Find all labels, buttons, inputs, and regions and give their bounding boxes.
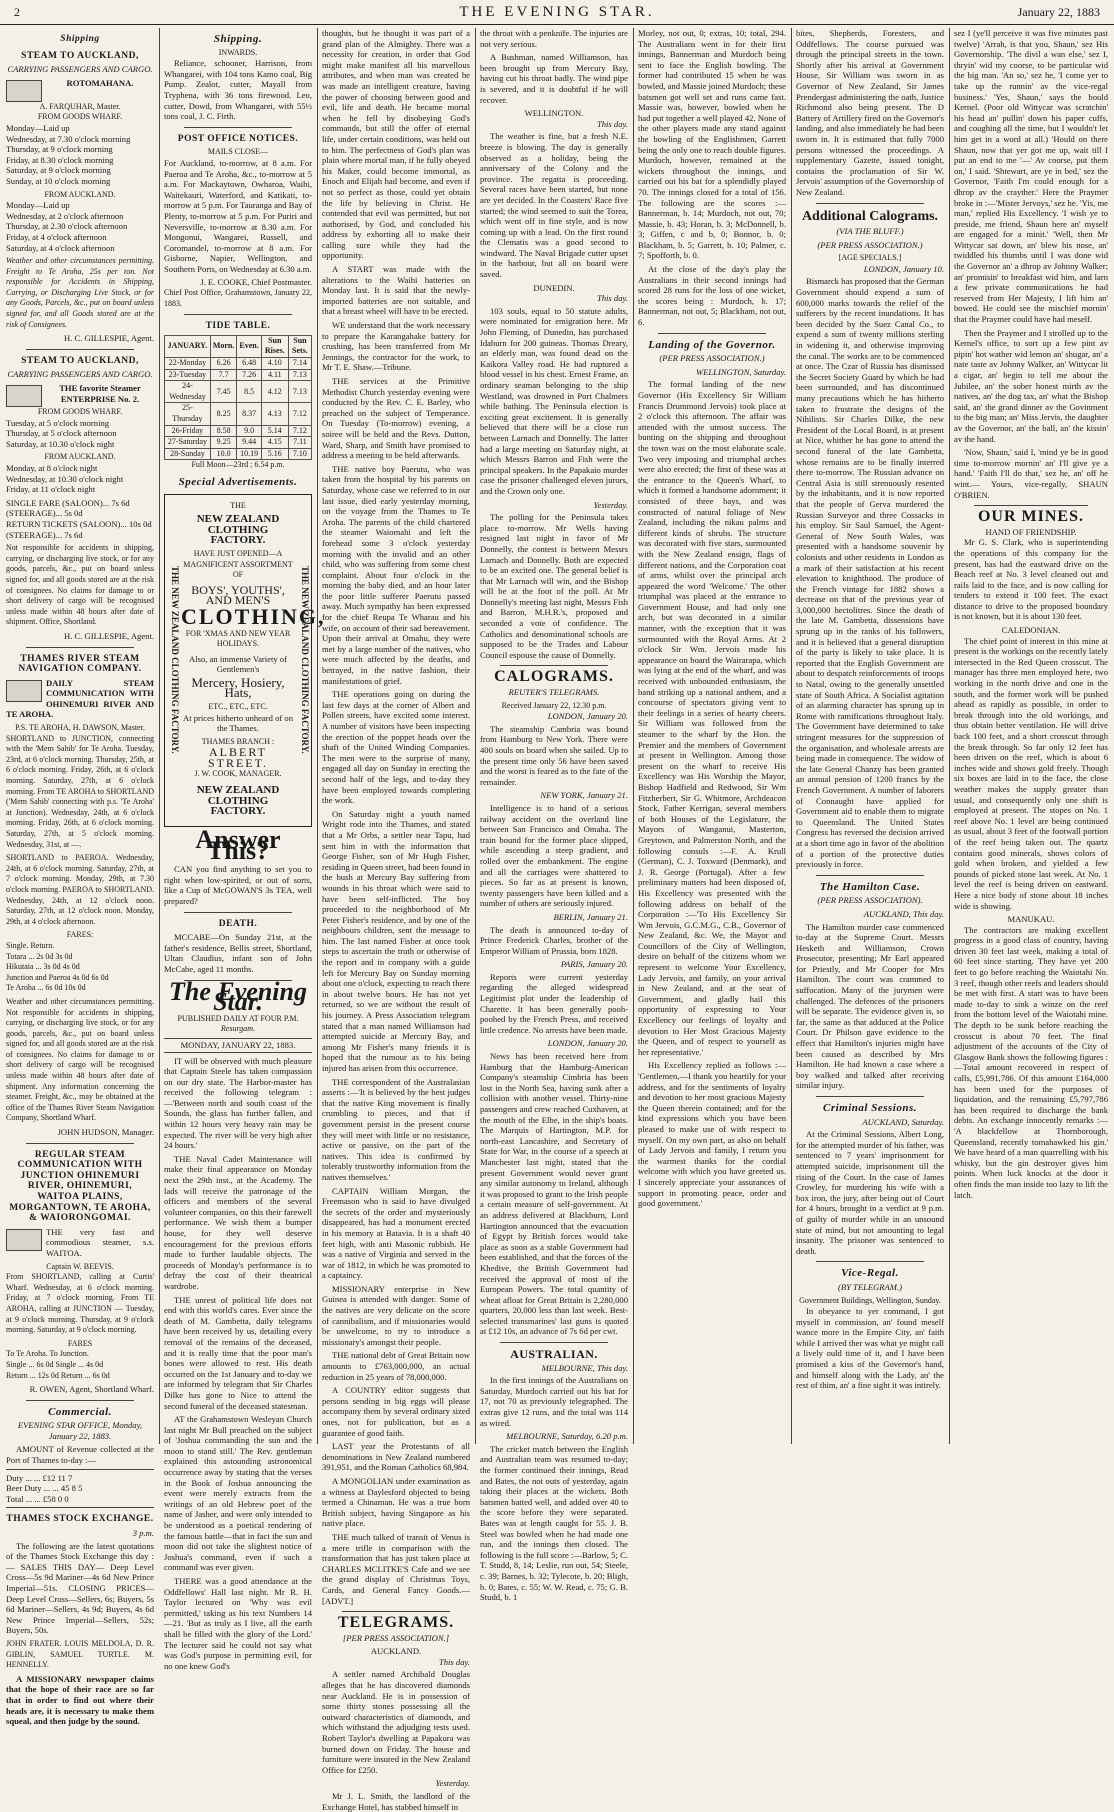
article-text: In the first innings of the Australians on Saturday, Murdoch carried out his bat for 17, not 70 as previously telegraphed. The extras give 12 runs, and the total was 114 as wired.: [480, 1375, 628, 1428]
table-cell: 27-Saturday: [165, 437, 211, 449]
ad-heading: STEAM TO AUCKLAND,: [21, 355, 139, 366]
article-text: THE operations going on during the last few days at the corner of Albert and Pollen streets, have excited some interest. A number of visitors have been inspecting the erection of the poppet heads over the shaft of the United Winding Companies. The men were to the surprise of many, engaged all day on Sunday in erecting the second half of the legs, and to-day they have been employed towards completing the work.: [322, 689, 470, 806]
table-cell: 7.12: [288, 403, 311, 425]
article-text: Reports were current yesterday regarding the alleged widespread Legitimist plot under the leadership of Charette. It has been generally pooh-poohed by the French Press, and received little credence. No arrests have been made.: [480, 971, 628, 1035]
tide-table-heading: TIDE TABLE.: [205, 321, 271, 332]
section-subheading: REUTER'S TELEGRAMS.: [508, 687, 600, 698]
section-subheading: (PER PRESS ASSOCIATION.): [659, 353, 765, 364]
table-row: [165, 437, 312, 449]
ad-title: NEW ZEALAND CLOTHING FACTORY.: [196, 784, 280, 818]
table-cell: 7.12: [288, 425, 311, 437]
dateline: LONDON, January 20.: [547, 1038, 628, 1049]
article-text: On Saturday night a youth named Wright rode into the Thames, and stated that a Mr Orbs, a settler near Tapu, had sent him in with the information that George Fisher, son of Mr Hugh Fisher, residing in Queen street, had been found in the bush at Mercury Bay suffering from wounds in his throat which were said to have been self-inflicted. The boy proceeded to the neighborhood of Mr Peter Fisher's residence, and by one of the neighbours children, sent the message to him. The last named Fisher at once took steps to ascertain the truth or otherwise of the report and in company with a guide left for Mercury Bay on Sunday morning about one o'clock, expecting to reach there in about twelve hours. He has not yet returned, so we are without the result of his journey. A Press Association telegram stated that a man named Williamson had attempted suicide at Mercury Bay, and among Mr Fisher's many friends it is hoped that the rumour as to his being injured has arisen from this occurrence.: [322, 808, 470, 1073]
subsection-heading: CALEDONIAN.: [1001, 625, 1061, 636]
table-header-cell: Even.: [237, 335, 261, 357]
section-heading: CALOGRAMS.: [494, 668, 614, 686]
section-subheading: [PER PRESS ASSOCIATION.]: [342, 1632, 450, 1643]
divider: [500, 665, 608, 666]
schedule: Tuesday, at 5 o'clock morning Thursday, at 5 o'clock afternoon Saturday, at 10.30 o'clock night: [6, 417, 117, 449]
schedule-heading: FROM GOODS WHARF.: [37, 407, 123, 417]
table-cell: 10.0: [210, 448, 237, 460]
section-heading: Special Advertisements.: [178, 475, 298, 488]
table-cell: 7.7: [210, 369, 237, 381]
article-text: sez I (ye'll perceive it was five minutes past twelve) 'Arrah, is that you, Shaun,' sez His Governorship. 'The divil a wan else,' sez I, thryin' wid my coorse, to be particular wid the big man. 'An so,' sez he, 'I come yer to take up the runnin' av the vice-regal business.' 'Yes, Shaun,' says the bould Kernel. (Poor old Wittycar was scratchin' his head an' pullin' down his paper cuffs, and coughing all the time, but I wouldn't let him get in a word at all.) 'Hould on there Shaun, now that yer got me up, wait till I put an end to me '—' Av coorse, put them on,' I said. 'Shtewart, are ye in bed,' sez the Governor, 'Faith I'm could enough for a dhrop av the crayther.' Here the Praymer broke in :—'Mister Jervoys,' sez he. 'Yis, me man,' replied His Excellency. 'I wish ye to preside, me friend, Shaun here an' myself are engaged for a minit.' 'Well, then Mr Wittycar sat down, an' blew his nose, an' twiddled his thumbs until I was done wid the Governor an' a dhrop av Johnny Walker; an' promisin' to breakfast wid him, and larn a few private communications he had reserved from Her Majesty, I lift him an' bowed. He could see the mischief mornin' that the Praymer could have had meself.: [954, 28, 1108, 325]
agent-signature: H. C. GILLESPIE, Agent.: [64, 333, 154, 344]
dateline: AUCKLAND, This day.: [863, 908, 944, 919]
article-text: A COUNTRY editor suggests that persons sending in big eggs will please accompany them by several ordinary sized ones, not for publication, but as a guarantee of good faith.: [322, 1385, 470, 1438]
column-7: [954, 28, 1108, 1444]
table-cell: 4.13: [261, 403, 288, 425]
divider: [26, 1400, 134, 1401]
article-text: MISSIONARY enterprise in New Guinea is attended with danger. Some of the natives are very delicate on the score of cannibalism, and if missionaries would be unwelcome, to try to introduce a missionary's amongst their people.: [322, 1283, 470, 1347]
article-text: Bismarck has proposed that the German Government should expend a sum of 600,000 marks towards the relief of the sufferers by the recent inundations. It has been decided by the Suez Canal Co., to expend a sum of twenty millions sterling in widening it, and otherwise improving the canal. The works are to be commenced at once. The Czar of Russia has dismissed the Secret Society Guard by which he had been surrounded, and has discontinued many precautions which he has hitherto taken to frustrate the designs of the Nihilists. Sir Charles Dilke, the new President of the Local Board, is at present at Nice, whither he has gone to attend the second funeral of the late Gambetta, whose remains are to be finally interred there to-morrow. The Russian advance on Central Asia is still strenuously resented by the inhabitants, and it is now reported that the people of Gerva murdered the Russian Surveyor and three Cossacks in his employ. Sir Saul Samuel, the Agent-General of New South Wales, was presented with a handsome souvenir by colonists and other residents in London as a mark of their satisfaction at his recent elevation to knighthood. The produce of the French vintage for 1882 shows a decrease on that of the previous year of 3,000,000 hectolitres. Since the death of the late M. Gambetta, dissensions have sprung up in the ranks of his followers, and it is believed that a general disruption of the party is likely to take place. It is reported that the English Government are about to despatch reinforcements of troops to Natal, owing to the generally unsettled state of South Africa. A Socialist agitation of an alarming character has sprung up in Rome with ramifications throughout Italy. The Government have determined to take stringent measures for the suppression of the organisation, and wholesale arrests are being made in consequence. The widow of the late General Chanzy has been granted an annual pension of 1200 francs by the French Government. A number of laborers of Connaught have applied for Government aid to enable them to migrate to Queensland. The United States Congress has reversed the decision arrived at a short time ago in favor of the abolition of a portion of the protective duties previously in force.: [796, 276, 944, 870]
ship-master: A. FARQUHAR, Master.: [39, 101, 121, 111]
section-heading: TELEGRAMS.: [337, 1614, 455, 1632]
table-cell: 8.37: [237, 403, 261, 425]
table-cell: 5.16: [261, 448, 288, 460]
motto: Resurgam.: [220, 1024, 256, 1034]
article-text: Then the Praymer and I strolled up to the Kernel's office, to sort up a few pint av pipin' hot wather wid lemon an' shugar, an' a nate taste av Johnny Walker, an' Wittycar lit a cigar, an' begin to tell me about the Jubilee, an' the sober honest mirth av the natives, an' the dog tax, an' what the Bishop said, an' the grand dinner av the Govinment to the big man; an' Miss Jervis, the daughter av the Governor, an' the ball, an' the kissin' av the hand.: [954, 327, 1108, 444]
ad-intro: HAVE JUST OPENED—A MAGNIFICENT ASSORTMENT OF: [183, 548, 293, 580]
editorial-masthead: The Evening Star.: [169, 976, 307, 1017]
table-cell: 6.26: [210, 358, 237, 370]
notice-text: Weather and other circumstances permitting. Freight to Te Aroha, 25s per ton. Not responsible for Accidents in Shipping, Carrying, or Discharging Live Stock, or for any Goods, Parcels, &c., put on board unless signed for, and all Goods stored are at the risk of Consignees.: [6, 256, 154, 329]
column-rule: [633, 28, 634, 1444]
article-text: THE correspondent of the Australasian asserts :—'It is believed by the best judges that the native King movement is finally crumbling to pieces, and that if government persist in the present course they will meet with little or no resistance, active or passive, on the part of the natives. This idea is confirmed by tolerably trustworthy information from the natives themselves.': [322, 1076, 470, 1182]
article-text: The contractors are making excellent progress in a good class of country, having driven 30 feet last week, making a total of 60 feet since starting. They have yet 200 feet to go before reaching the Waiotahi No. 3 reef, though other reefs and leaders should be met with first. A start was to have been made to-day to sink a winze on the reef from the bottom level of the Waiotahi mine. The depth to be sunk before reaching the crosscut is about 70 feet. The final adjustment of the accounts of the City of Glasgow Bank shows the following figures :—Total amount recovered in respect of calls, £5,991,786. Of this amount £164,000 has been used for the purposes of liquidation, and the remaining £5,797,786 has been required to discharge the bank debts. An exchange innocently remarks :— 'A blackfellow at Thornborough, Queensland, recently tomahawked his gin.' We have heard of a man quarrelling with his whisky, but the gin destroyer gives him points. When luck knocks at the door it often finds the man inside too lazy to lift the latch.: [954, 924, 1108, 1200]
article-text: A START was made with the alterations to the Waihi batteries on Monday last. It is said that the newly-imported batteries are not suitable, and that a breast wheel will have to be erected.: [322, 264, 470, 317]
article-text: bites, Shepherds, Foresters, and Oddfellows. The course pursued was through the principal streets in the town. Shortly after his arrival at Government House, Sir William was sworn in as Governor of New Zealand, Sir James Prendergast administering the oath, Justice Richmond also being present. The D Battery of Artillery fired on the Governor's landing, and also immediately he had been sworn in. It is estimated that fully 7000 persons witnessed the proceedings. A supplementary Gazette, issued tonight, contains the proclamation of Sir W. Jervois' assumption of the Governorship of New Zealand.: [796, 28, 944, 197]
article-text: The Hamilton murder case commenced to-day at the Supreme Court. Messrs Hesketh and Williamson, Crown Prosecutor, presenting; Mr Earl appeared for Priestly, and Mr Cooper for Mrs Hamilton. The court was crammed to suffocation. Many of the jurymen were challenged. The defences of the prisoners will be separate. The evidence given is, so far, the same as that adduced at the Police Court. Dr Philson gave evidence to the effect that Hamilton's injuries might have been caused as described by Mrs Hamilton. He had known a case where a boy walked and talked after receiving similar injury.: [796, 921, 944, 1091]
schedule-heading: FROM AUCKLAND.: [44, 189, 116, 199]
newspaper-title: THE EVENING STAR.: [459, 4, 655, 20]
ad-subheading: CARRYING PASSENGERS AND CARGO.: [7, 64, 153, 75]
place-heading: DUNEDIN.: [533, 282, 575, 293]
table-header-cell: Morn.: [210, 335, 237, 357]
divider: [816, 1096, 924, 1097]
section-heading: Shipping.: [213, 33, 263, 45]
schedule-heading: FROM GOODS WHARF.: [37, 112, 123, 122]
fares-heading: FARES: [67, 1338, 93, 1348]
article-text: News has been received here from Hamburg that the Hamburg-American Company's steamship Cimbria has been lost in the North Sea, having sunk after a collision with another vessel. Thirty-nine passengers and crew reached Cuxhaven, at the mouth of the Elbe, in the ship's boats. The Marquis of Hartington, M.P. for north-east Lancashire, and Secretary of State for War, in the course of a speech at Manchester last night, stated that the present Government would never grant any similar autonomy to Ireland, although it was proposed to grant to the Irish people a certain measure of self-government. At an address delivered at Blackburn, Lord Hartington announced that the evacuation of Egypt by British forces would take place as soon as a stable Government had been established, and that the forces of the Khedive, the British Government had received the approval of most of the European Powers. The total quantity of wheat afloat for Great Britain is 2,280,000 quarters, 20,000 less than last week. Best-selected transmarines' last guns is quoted at £12 10s, an advance of 7s 6d per cwt.: [480, 1051, 628, 1337]
subsection-heading: HAND OF FRIENDSHIP.: [985, 526, 1077, 537]
article-text: LAST year the Protestants of all denominations in New Zealand numbered 391,951, and the Roman Catholics 68,984.: [322, 1441, 470, 1473]
ad-heading: REGULAR STEAM COMMUNICATION WITH JUNCTION OHINEMURI RIVER, OHINEMURI, WAITOA PLAINS, MORGANTOWN, TE AROHA, & WAIORONGOMAI.: [9, 1149, 151, 1224]
section-heading: Additional Calograms.: [801, 208, 939, 224]
dateline: Chief Post Office, Grahamstown, January 22, 1883.: [164, 288, 312, 308]
table-header-cell: Sun Rises.: [261, 335, 288, 357]
article-text: 'Now, Shaun,' said I, 'mind ye be in good time to-morrow mornin' an' I'll give ye a hand.' 'Faith I'll do that,' sez he, an' off he wint.— Yours, vice-regally, SHAUN O'BRIEN.: [954, 447, 1108, 500]
table-cell: 7.45: [210, 381, 237, 403]
dateline: Yesterday.: [435, 1778, 470, 1789]
section-heading: AUSTRALIAN.: [510, 1347, 598, 1362]
table-cell: 4.12: [261, 381, 288, 403]
ship-master: P.S. TE AROHA, H. DAWSON, Master.: [15, 723, 145, 733]
table-cell: 4.15: [261, 437, 288, 449]
dateline: This day.: [438, 1656, 470, 1667]
article-text: Reliance, schooner, Harrison, from Whangarei, with 104 tons Kamo coal, Big Pump. Zealot, cutter, Mayall from Tryphena, with 36 tons firewood. Leo, cutter, Dowd, from Whangarei, with 55½ tons coal, J. C. Firth.: [164, 58, 312, 122]
table-body: [165, 358, 312, 460]
table-cell: 7.11: [288, 437, 311, 449]
table-cell: 9.44: [237, 437, 261, 449]
schedule: From SHORTLAND, calling at Curtis' Wharf. Wednesday, at 6 o'clock morning. Friday, at 7 o'clock morning. From TE AROHA, calling at JUNCTION — Tuesday, at 9 o'clock morning. Thursday, at 9 o'clock morning. Saturday, at 9 o'clock morning.: [6, 1272, 154, 1335]
table-cell: 7.14: [288, 358, 311, 370]
broker-names: JOHN FRATER. LOUIS MELDOLA, D. R. GIBLIN, SAMUEL TURTLE. M. HENNELLY.: [6, 1638, 154, 1670]
divider: [26, 647, 134, 648]
table-cell: 10.19: [237, 448, 261, 460]
place-heading: WELLINGTON.: [524, 108, 584, 119]
table-cell: 8.25: [210, 403, 237, 425]
article-text: 103 souls, equal to 50 statute adults, were nominated for emigration here. Mr John Fleming, of Dunedin, has purchased Idaburn for 200 guineas. Thomas Dreary, an elderly man, was found dead on the Kaikora Valley road. He had ruptured a blood vessel in his chest. Ernest Frame, an ordinary seaman belonging to the ship Westland, was drowned in Port Chalmers while bathing. The Peninsula election is exciting great excitement. It is generally believed that there will be a close run between Larnach and Donnelly. The latter had a large meeting on Saturday night, at which Messrs Barron and Fish were the principal speakers. In the Papakaio murder case the prisoner challenged eleven jurors, and the Crown only one.: [480, 305, 628, 496]
article-text: THE national debt of Great Britain now amounts to £763,000,000, an actual reduction in 25 years of 78,000,000.: [322, 1350, 470, 1382]
death-heading: DEATH.: [218, 918, 258, 929]
article-text: the throat with a penknife. The injuries are not very serious.: [480, 28, 628, 49]
place-heading: Government Buildings, Wellington, Sunday.: [799, 1295, 941, 1305]
divider: [816, 203, 924, 204]
page-number: 2: [14, 5, 20, 19]
table-cell: 26-Friday: [165, 425, 211, 437]
article-text: THE services at the Primitive Methodist Church yesterday evening were conducted by the Rev. C. E. Barley, who preached on the subject of Temperance. On Tuesday (To-morrow) evening, a soiree will be held and the Revs. Dutton, Ward, Sharp, and Smith have promised to address a meeting to be held afterwards.: [322, 376, 470, 461]
schedule: Monday—Laid up Wednesday, at 7.30 o'clock morning Thursday, at 9 o'clock morning Friday, at 8.30 o'clock morning Saturday, at 9 o'clock morning Sunday, at 10 o'clock morning: [6, 122, 131, 186]
article-text: THE native boy Paerutu, who was taken from the hospital by his parents on Saturday, whose case we referred to in our last issue, died early yesterday morning, on the voyage from the Thames to Te Aroha. The parents of the child chartered the steamer Waiomahi and left the forehead some 3 o'clock yesterday morning with the invalid and an other child, who was suffering from some chest complaint. About four o'clock in the morning the baby died, and an hour later the poor little sufferer Paerutu passed away. Much sympathy has been expressed for the chief Reupa Te Wharau and his wife, on account of their sad bereavement. Upon their arrival at Omahu, they were met by a large number of the natives, who were much affected by the deaths, and betrayed, in the native fashion, their manifestations of grief.: [322, 463, 470, 686]
article-text: AMOUNT of Revenue collected at the Port of Thames to-day :—: [6, 1444, 154, 1466]
dateline: 3 p.m.: [132, 1528, 154, 1539]
table-cell: 6.48: [237, 358, 261, 370]
dateline: WELLINGTON, Saturday.: [695, 366, 786, 377]
article-text: For Auckland, to-morrow, at 8 a.m. For Paeroa and Te Aroha, &c., to-morrow at 5 a.m. For Mackaytown, Owharoa, Waihi, Waitekauri, Waterford, and Katikati, to-morrow at 5 p.m. For Tauranga and Bay of Plenty, to-morrow at 5 p.m. For Puriri and Neversville, to-morrow at 8.30 a.m. For Mongonui, Wangarei, Russell, and Coromandel, to-morrow at 8 a.m. For Gisborne, Napier, Wellington, and Southern Ports, on Wednesday at 6.30 a.m.: [164, 157, 312, 274]
column-4: [480, 28, 628, 1603]
table-row: [165, 358, 312, 370]
dateline: MELBOURNE, Saturday, 6.20 p.m.: [506, 1431, 628, 1442]
dateline: MELBOURNE, This day.: [541, 1362, 628, 1373]
ad-street: ALBERT STREET.: [207, 745, 269, 771]
dateline: PARIS, January 20.: [560, 959, 628, 970]
table-row: [165, 403, 312, 425]
subsection-heading: INWARDS.: [218, 47, 258, 57]
section-heading: The Hamilton Case.: [819, 880, 921, 893]
agent-signature: R. OWEN, Agent, Shortland Wharf.: [29, 1384, 154, 1395]
schedule: Monday—Laid up Wednesday, at 2 o'clock afternoon Thursday, at 2.30 o'clock afternoon Friday, at 4 o'clock afternoon Saturday, at 4 o'clock afternoon: [6, 200, 128, 253]
schedule-heading: FROM AUCKLAND.: [44, 452, 116, 462]
section-heading: OUR MINES.: [977, 508, 1084, 526]
table-header-cell: Sun Sets.: [288, 335, 311, 357]
article-text: A settler named Archibald Douglas alleges that he has discovered diamonds near Auckland. He is in possession of some thirty stones possessing all the outward characteristics of diamonds, and which withstand the adjudging tests used. Robert Taylor's dwelling at Papakura was burned down on Friday. The house and furniture were insured in the New Zealand Office for £250.: [322, 1669, 470, 1775]
article-text: The polling for the Peninsula takes place to-morrow. Mr Wells having resigned last night in favor of Mr Donnelly, the contest is between Messrs Larnach and Donnelly. Both are expected to be an excited one. The general belief is that Mr Larnach will win, and the Bishop will be at the foot of the poll. At Mr Donnelly's meeting last night, Messrs Fish and Barron, M.H.R.'s, proposed and seconded a vote of confidence. The Catholics and denominational schools are supposed to be the Trades and Labour Council espouse the cause of Donnelly.: [480, 512, 628, 660]
fares-heading: FARES:: [66, 930, 94, 940]
article-text: Mr J. L. Smith, the landlord of the Exchange Hotel, has stabbed himself in: [322, 1791, 470, 1812]
article-text: At the Criminal Sessions, Albert Long, for the attempted murder of his father, was sentenced to 7 years' imprisonment for attempted suicide, imprisonment till the rising of the Court. In the case of James Crowley, for murdering his wife with a box iron, the jury, after being out of Court for 4 hours, brought in a verdict at 9 p.m. of guilty of murder while in an unsound state of mind, but not amounting to legal insanity. The prisoner was sentenced to death.: [796, 1129, 944, 1256]
column-2: [164, 28, 326, 1671]
article-text: The steamship Cambria was bound from Hamburg to New York. There were 400 souls on board when she sailed. Up to the present time only 56 have been saved and the worst is feared as to the fate of the remainder.: [480, 723, 628, 787]
article-text: THE Naval Cadet Maintenance will make their final appearance on Monday next the 29th inst., at the Academy. The lads will receive the patronage of the officers and members of the several volunteer companies, on this their farewell performance. We wish them a bumper house, for they well deserve encouragement for the previous efforts made to further laudable objects. The proceeds of Monday's performance is to defray the cost of their theatrical wardrobe.: [164, 1153, 312, 1291]
section-heading: Criminal Sessions.: [823, 1102, 917, 1114]
table-row: [165, 369, 312, 381]
column-5: [638, 28, 786, 1444]
ad-subheading: CARRYING PASSENGERS AND CARGO.: [7, 369, 153, 380]
revenue-table: Duty ... ... £12 11 7 Beer Duty ... ... 45 8 5 Total ... ... £58 0 0: [6, 1469, 154, 1509]
clothing-factory-ad: [164, 494, 326, 827]
ad-side-banner: THE NEW ZEALAND CLOTHING FACTORY.: [170, 566, 180, 755]
dateline: AUCKLAND, Saturday.: [862, 1116, 944, 1127]
column-rule: [791, 28, 792, 1444]
issue-date: January 22, 1883: [1017, 5, 1100, 19]
divider: [658, 333, 766, 334]
subsection-heading: MANUKAU.: [1007, 914, 1055, 925]
article-text: THE unrest of political life does not end with this world's cares. Ever since the death of M. Gambetta, daily telegrams have been received by us, detailing every removal of the remains of the deceased, and it is really time that the poor man's bones were allowed to rest. His death occurred on the 1st January and to-day we are informed by telegram that Sir Charles Dilke has gone to Nice to attend the second funeral of the deceased statesman.: [164, 1294, 312, 1411]
table-cell: 7.13: [288, 381, 311, 403]
ship-name: THE favorite Steamer ENTERPRISE No. 2.: [59, 383, 141, 404]
divider: [26, 1143, 134, 1144]
divider: [26, 349, 134, 350]
office-dateline: EVENING STAR OFFICE, Monday, January 22, 1883.: [17, 1420, 143, 1441]
section-heading: Shipping: [60, 34, 100, 44]
dateline: NEW YORK, January 21.: [540, 790, 628, 801]
schedule: Monday, at 8 o'clock night Wednesday, at 10.30 o'clock night Friday, at 11 o'clock night: [6, 463, 124, 495]
ship-icon: [6, 385, 42, 407]
ad-etc: ETC., ETC., ETC.: [208, 702, 268, 712]
dateline: LONDON, January 10.: [863, 263, 944, 274]
ad-the: THE: [230, 500, 246, 510]
specials-line: [AGE SPECIALS.]: [838, 253, 902, 263]
column-3: [322, 28, 470, 1812]
article-text: His Excellency replied as follows :— 'Gentlemen,—I thank you heartily for your address, and for the sentiments of loyalty and devotion to her most gracious Majesty the Queen therein contained; and for the kind expressions which you have been pleased to make use of with respect to myself. On my own part, as also on behalf of Lady Jervois and family, I return you the warmest thanks for the cordial welcome with which you have greeted us. I sincerely appreciate your assurances of support in promoting peace, order and good government.': [638, 1060, 786, 1209]
table-cell: 8.5: [237, 381, 261, 403]
ad-holidays: FOR 'XMAS AND NEW YEAR HOLIDAYS.: [185, 628, 291, 649]
column-rule: [317, 28, 318, 1444]
section-heading: Commercial.: [48, 1405, 112, 1418]
section-subheading: (PER PRESS ASSOCIATION.): [817, 239, 923, 250]
notice-text: Not responsible for accidents in shipping, carrying, or discharging live stock, or for any goods, parcels, &c., put on board unless signed for, and all goods stored are at the risk of consignees. No claims for damage to or short delivery of cargo will be recognised unless made within 48 hours after date of shipment. Office, Shortland.: [6, 543, 154, 627]
manager-signature: JOHN HUDSON, Manager.: [57, 1127, 154, 1138]
article-text: The formal landing of the new Governor (His Excellency Sir William Francis Drummond Jervois) took place at 2 o'clock this afternoon. The affair was attended with the utmost success. The bunting on the shipping and throughout the town was on the most elaborate scale. Two very imposing and triumphal arches were also erected; the first of these was at the entrance to the Queen's Wharf, to which it formed a handsome adornment; it consisted of three bays, and was constructed of natural foliage of New Zealand, including the nikau palms and different kinds of shrubs. The structure was decorated with five stars, surmounted with the New Zealand ensign, flags of different nations, and the Corporation coat of arms, whilst over the principal arch appeared the word 'Welcome.' The other triumphal was placed at the entrance to Government House, and had only one arch, but was decorated in a similar manner, with the exception that it was surmounted with the Royal Arms. At 2 o'clock Sir Wm. Jervois made his appearance on board the Wairarapa, which was lying at the end of the wharf, and was received with unbounded enthusiasm, the band striking up a national anthem, and a concourse of spectators giving vent to their feelings in a series of hearty cheers. Sir William was followed from the steamer to the wharf by the Hon. the Premier and the members of Government at present in Wellington. Among those present on the wharf to receive His Excellency was His Worship the Mayor, Bishop Hadfield and Redwood, Sir Wm Fitzherbert, Sir G. Whitmore, Archdeacon Stock, Father Kerrigan, several members of both Houses of the Legislature, the Mayors of Wanganui, Masterton, Greytown, and Palmerston North, and the following consuls :—F. A. Krull (German), C. J. Toxward (Denmark), and J. R. George (Portugal). After a few preliminary matters had been disposed of, His Excellency was presented with the following address on behalf of the Corporation :—'To His Excellency Sir Wm Jervois, G.C.M.G., C.B., Governor of New Zealand, &c. We, the Mayor and Councillors of the City of Wellington, desire on behalf of the citizens whom we represent to welcome Your Excellency, Lady Jervois, and family, on your arrival in New Zealand, and at the seat of Government, and gladly hail this opportunity of expressing to Your Excellency our feelings of loyalty and devotion to Her Most Gracious Majesty the Queen, and of respect to yourself as her representative.': [638, 379, 786, 1057]
article-text: THE much talked of transit of Venus is a mere trifle in comparison with the transformation that has just taken place at CHARLES MCLITKE'S Cafe and we see the grand display of Christmas Toys, Cards, and General Fancy Goods.—[ADVT.]: [322, 1531, 470, 1606]
article-text: A Bushman, named Williamson, has been brought up from Mercury Bay, having cut his throat badly. The wind pipe is severed, and it is doubtful if he will recover.: [480, 52, 628, 105]
article-text: Morley, not out, 0; extras, 10; total, 294. The Australians went in for their first innings, Bannerman and Murdoch being sent to face the English bowling. The former had contributed 15 when he was bowled, and Massie joined Murdoch; these batsmen got well set and runs came fast. Massie was, however, bowled when he had put together a well played 42. None of the other players made any stand against the bowling of the Englishmen, Garrett being the only one to reach double figures. Murdoch, however, remained at the wickets throughout the innings, and carried out his bat for a splendidly played 70. The innings closed for a total of 156. The following are the scores :— Bannerman, b. 14; Murdoch, not out, 70; Massie, b. 43; Horan, b. 3; McDonnell, b. 3; Giffen, c and b, 0; Bonnor, b. 0; Blackham, b. 5; Garrett, b. 10; Palmer, c. 7; Spofforth, b. 0.: [638, 28, 786, 261]
ad-title: NEW ZEALAND CLOTHING FACTORY.: [196, 513, 280, 547]
ship-icon: [6, 1229, 42, 1251]
table-cell: 28-Sunday: [165, 448, 211, 460]
article-text: THERE was a good attendance at the Oddfellows' Hall last night. Mr R. H. Taylor lectured on 'Why was evil permitted,' taking as his text Numbers 14—21. 'But as truly as I live, all the earth shall be filled with the glory of the Lord.' The lecturer said he could not say what was God's purpose in permitting evil, for no one knew God's: [164, 1576, 312, 1671]
ad-prices: At prices hitherto unheard of on the Thames.: [182, 712, 293, 734]
table-cell: 7.10: [288, 448, 311, 460]
table-cell: 9.25: [210, 437, 237, 449]
table-row: [165, 425, 312, 437]
tide-table: [164, 335, 312, 461]
table-cell: 9.0: [237, 425, 261, 437]
divider: [500, 1342, 608, 1343]
ad-boys: BOYS', YOUTHS', AND MEN'S: [191, 582, 285, 608]
ship-name: THE very fast and commodious steamer, s.s. WAITOA.: [46, 1226, 154, 1258]
column-rule: [159, 28, 160, 1444]
dateline: BERLIN, January 21.: [553, 911, 628, 922]
article-text: At the close of the day's play the Australians in their second innings had scored 28 runs for the loss of one wicket, the scores being : Murdoch, b. 17; Bannerman, not out, 5; Blackham, not out, 6.: [638, 264, 786, 328]
table-header-cell: JANUARY.: [165, 335, 211, 357]
table-cell: 23-Tuesday: [165, 369, 211, 381]
masthead: [0, 0, 1114, 25]
moon-note: Full Moon—23rd ; 6.54 p.m.: [191, 460, 285, 470]
section-heading: Landing of the Governor.: [648, 338, 776, 351]
editorial-date: MONDAY, JANUARY 22, 1883.: [164, 1038, 312, 1053]
ship-name: ROTOMAHANA.: [66, 77, 134, 88]
section-subheading: (BY TELEGRAM.): [838, 1281, 902, 1292]
article-text: WE understand that the work necessary to prepare the Karangahake battery for crushing, has been transferred from Mr Jennings, the contractor for the work, to Mr T. E. Shaw.—Tribune.: [322, 320, 470, 373]
table-cell: 7.13: [288, 369, 311, 381]
article-text: thoughts, but he thought it was part of a grand plan of the Almighty. There was a necessity for creation, in order that God might make manifest all his marvellous attributes, and when man was created he was made an intelligent creature, having the power of choosing between good and evil, life and death. He became mortal when he fell by disobeying God's commands, but still the offer of eternal life, under certain conditions, was held out to him. The perfectness of God's plan was plain where mortal man, if he fully obeyed his Maker, could become immortal, as Enoch and Elijah had become, and even if not so perfect as those, could yet obtain the life by believing in Christ. He contended that evil was permitted, but not authorised, by God, and concluded his address by exhorting all to make their calling sure while they had the opportunity.: [322, 28, 470, 261]
table-cell: 22-Monday: [165, 358, 211, 370]
fare-table: Single. Return. Totara ... 2s 0d 3s 0d Hikutaia ... 3s 0d 4s 0d Junction and Paeroa 4s 0d 6s 0d Te Aroha ... 6s 0d 10s 0d: [6, 940, 109, 993]
divider: [184, 127, 292, 128]
schedule: SHORTLAND to PAEROA. Wednesday, 24th, at 6 o'clock morning. Saturday, 27th, at 7 o'clock morning. Monday, 29th, at 7.30 o'clock morning. PAEROA to SHORTLAND. Wednesday, 24th, at 12 o'clock noon. Saturday, 27th, at 12 o'clock noon. Monday, 29th, at 4 o'clock afternoon.: [6, 853, 154, 926]
notice-text: Weather and other circumstances permitting. Not responsible for accidents in shipping, carrying, or discharging live stock, or for any goods, parcels, &c., put on board unless signed for, and all goods stored are at the risk of consignees. No claims for damage to or short delivery of cargo will be recognised unless made within 48 hours after date of shipment. Any information concerning the steamer. Freight, &c., may be obtained at the office of the Thames River Steam Navigation Company, Shortland Wharf.: [6, 996, 154, 1123]
agent-signature: H. C. GILLESPIE, Agent.: [64, 630, 154, 641]
article-text: The weather is fine, but a fresh N.E. breeze is blowing. The day is generally observed as a holiday, being the anniversary of the Colony and the province. The regatta is proceeding. Several races have been started, but none are yet decided. In the Coasters' Race five started; the wind seemed to suit the Torea, which went off in fine style, and is now coming up with a lead. On the first round the Clematis was a good second to windward. The Naval Brigade cutter upset in the harbour, but all on board were saved.: [480, 131, 628, 280]
section-subheading: (VIA THE BLUFF.): [836, 226, 904, 237]
divider: [184, 314, 292, 315]
schedule: SHORTLAND to JUNCTION, connecting with the 'Mem Sahib' for Te Aroha. Tuesday, 23rd, at 6 o'clock morning. Thursday, 25th, at 6 o'clock morning. Friday, 26th, at 6 o'clock morning. Saturday, 27th, at 6 o'clock morning. From TE AROHA to SHORTLAND ('Mem Sahib' connecting with p.s. 'Te Aroha' at Junction). Wednesday, 24th, at 6 o'clock morning. Friday, 26th, at 6 o'clock morning. Saturday, 27th, at 5 o'clock morning. Wednesday, 31st, at —.: [6, 733, 154, 849]
received-line: Received January 22, 12.30 p.m.: [501, 700, 607, 710]
table-cell: 4.10: [261, 358, 288, 370]
section-heading: POST OFFICE NOTICES.: [177, 133, 299, 144]
column-rule: [949, 28, 950, 1444]
fare-table: SINGLE FARE (SALOON)... 7s 6d (STEERAGE)... 5s 0d RETURN TICKETS (SALOON)... 10s 0d (STEERAGE)... 7s 6d: [6, 497, 152, 540]
ship-captain: Captain W. BEEVIS.: [46, 1261, 114, 1271]
section-heading: Vice-Regal.: [841, 1267, 899, 1280]
section-subheading: (PER PRESS ASSOCIATION).: [817, 895, 923, 906]
table-row: [165, 381, 312, 403]
dateline: Yesterday.: [593, 499, 628, 510]
article-text: The following are the latest quotations of the Thames Stock Exchange this day :— SALES THIS DAY— Deep Level Cross—5s 9d Mariner—4s 6d New Prince Imperial—51s. CLOSING PRICES— Deep Level Cross—Sellers, 6s; Buyers, 5s 6d Mariner—Sellers, 4s 9d; Buyers, 4s 6d New Prince Imperial—Sellers, 52s; Buyers, 50s.: [6, 1540, 154, 1636]
ad-clothing: CLOTHING,: [181, 603, 326, 629]
column-6: [796, 28, 944, 1444]
article-text: The death is announced to-day of Prince Frederick Charles, brother of the Emperor William of Prussia, born 1828.: [480, 924, 628, 956]
divider: [816, 1261, 924, 1262]
table-cell: 24-Wednesday: [165, 381, 211, 403]
place-heading: AUCKLAND.: [370, 1646, 422, 1657]
subsection-heading: MAILS CLOSE—: [207, 147, 269, 157]
article-text: AT the Grahamstown Wesleyan Church last night Mr Bull preached on the subject of 'Joshua commanding the sun and the moon to stand still.' The Rev. gentleman explained this astounding astronomical occurrence away by stating that the verses in the Book of Joshua announcing the event were merely extracts from the writings of an old Hebrew poet of the name of Jasher, and were only intended to be understood as a poetical rendering of the famous battle—that in fact the sun and moon did not take the slightest notice of Joshua's command, even if such a command was ever given.: [164, 1414, 312, 1573]
postmaster-signature: J. E. COOKE, Chief Postmaster.: [200, 277, 312, 288]
divider: [184, 912, 292, 913]
dateline: This day.: [596, 293, 628, 304]
publication-note: PUBLISHED DAILY AT FOUR P.M.: [177, 1013, 299, 1023]
divider: [816, 875, 924, 876]
table-header-row: [165, 335, 312, 357]
ship-icon: [6, 80, 42, 102]
ship-icon: [6, 680, 42, 702]
ad-also: Also, an immense Variety of Gentlemen's: [189, 653, 287, 675]
article-text: In obeyance to yer command, I got myself in commission, an' found meself wance more in the Empire City, an' faith while I arrived ther was what ye might call a lively ould time of it, and I have been promised a kiss of the Governor's hand, and himself along with the Lady, an' the rest of thim, an' a fine sight it was intirely.: [796, 1306, 944, 1391]
article-text: CAN you find anything to set you to right when low-spirited, or out of sorts, like a Cup of McGOWAN'S 3s TEA, well prepared?: [164, 864, 312, 906]
article-text: The cricket match between the English and Australian team was resumed to-day; the former continued their innings, Read and Bates, the not outs of yesterday, again taking their places at the wickets. Both batsmen batted well, and added over 40 to the score before they were separated. Bates was at length caught for 55. J. B. Steel was bowled when he had made one run, and the innings then closed. The following is the full score :—Barlow, 5; C. T. Studd, 8, 14; Leslie, run out, 54; Steele, c. 39; Barnes, b. 32; Tylecote, b. 20; Bligh, b. 0; Bates, c. 55; W. W. Read, c. 75; G. B. Studd, b. 1: [480, 1443, 628, 1603]
article-text: A MISSIONARY newspaper claims that the hope of their race are so far that in order to find out where their heads are, it is necessary to make them squeal, and then judge by the sound.: [6, 1673, 154, 1727]
ad-heading: THAMES RIVER STEAM NAVIGATION COMPANY.: [18, 653, 142, 675]
column-rule: [475, 28, 476, 1444]
article-text: A MONGOLIAN under examination as a witness at Daylesford objected to being termed a Chinaman. He was a true born British subject, having Singapore as his native place.: [322, 1475, 470, 1529]
dateline: LONDON, January 20.: [547, 711, 628, 722]
table-cell: 8.58: [210, 425, 237, 437]
ad-branch: THAMES BRANCH :: [201, 736, 275, 746]
divider: [974, 505, 1088, 506]
section-heading: THAMES STOCK EXCHANGE.: [6, 1514, 154, 1525]
article-text: The chief point of interest in this mine at present is the workings on the recently lately intersected in the Red Queen crosscut. The manager has three men employed here, two working in the north drive and one in the south, and the former work will be pushed ahead as rapidly as possible, in order to break through into the old workings, and thus obtain better ventilation. He will drive back 100 feet, and a short crosscut through the break through. So far only 12 feet has been driven on the reef, which is about 6 inches wide and shows gold freely. Though six boxes are laid in to the face, the close weather makes the supply greater than usual, and consequently only one shift is employed at present. The stopes on No. 1 reef above No. 1 level are being continued as usual, about 3 feet of the footwall portion of the reef being taken out. The quartz contains good minerals, shows colors of gold when broken, and yielded a few pounds of picked stone last week. At No. 1 level the reef is being driven on eastward. Here a nice body of stone about 18 inches wide is showing.: [954, 635, 1108, 911]
article-text: Mr G. S. Clark, who is superintending the operations of this company for the present, has had the eastward drive on the Beach reef at No. 3 level cleaned out and rails laid to the face, and is now calling for tenders to extend it 100 feet. The exact distance to drive to the proposed boundary is not known, but it is about 130 feet.: [954, 537, 1108, 622]
table-cell: 5.14: [261, 425, 288, 437]
fare-table: To Te Aroha. To Junction. Single ... 6s 0d Single ... 4s 0d Return ... 12s 0d Return ... 6s 0d: [6, 1349, 110, 1380]
article-text: IT will be observed with much pleasure that Captain Steele has taken compassion on our dry state. The Harbor-master has received the following telegram :—'Between north and south coast of the Sounds, the glass has further fallen, and within 12 hours very heavy rain may be expected. The river will be very high after 24 hours.': [164, 1055, 312, 1151]
table-row: [165, 448, 312, 460]
ad-side-banner: THE NEW ZEALAND CLOTHING FACTORY.: [300, 566, 310, 755]
dateline: This day.: [596, 118, 628, 129]
ad-heading: STEAM TO AUCKLAND,: [21, 50, 139, 61]
article-text: Intelligence is to hand of a serious railway accident on the overland line between San Francisco and Omaha. The train bound for the former place slipped, while ascending a steep gradient, and rolled over the embankment. The engine and all the carriages were shattered to pieces. So far as at present is known, twenty passengers have been killed and a number of others are seriously injured.: [480, 802, 628, 909]
answer-heading: Answer This?: [195, 825, 281, 865]
ad-manager: J. W. COOK, MANAGER.: [194, 768, 282, 778]
death-notice: MCCABE—On Sunday 21st, at the father's residence, Bellis street, Shortland, Ultan Claudius, infant son of John McCabe, aged 11 months.: [164, 932, 312, 974]
ad-body: DAILY STEAM COMMUNICATION WITH OHINEMURI RIVER AND TE AROHA.: [6, 677, 154, 720]
table-cell: 4.11: [261, 369, 288, 381]
divider: [342, 1611, 450, 1612]
ad-mercery: Mercery, Hosiery, Hats,: [191, 674, 285, 701]
table-cell: 25-Thursday: [165, 403, 211, 425]
article-text: CAPTAIN William Morgan, the Freemason who is said to have divulged the secrets of the order and mysteriously disappeared, has had a monument erected in his memory at Batavia. It is a shaft 40 feet high, with anti Masonic rubbish. He was a native of Virginia and served in the war of 1812, in which he was promoted to a captaincy.: [322, 1185, 470, 1281]
table-cell: 7.26: [237, 369, 261, 381]
column-1: [6, 28, 154, 1727]
